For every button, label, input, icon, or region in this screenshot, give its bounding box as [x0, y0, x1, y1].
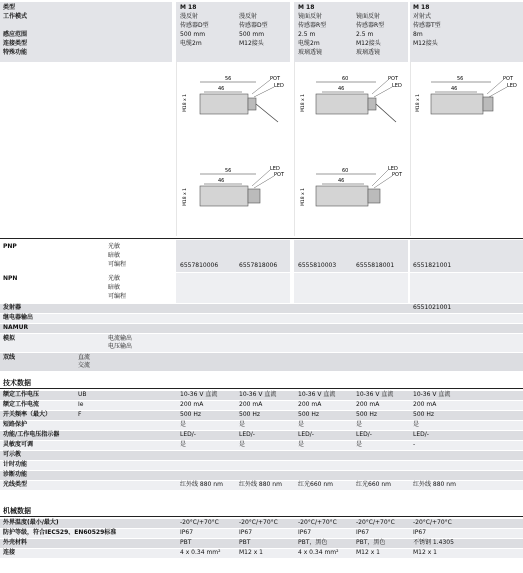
row-value: PBT — [239, 539, 251, 546]
col1-mode-a: 漫反射 — [180, 13, 199, 20]
pnp-dark: 暗敏 — [108, 252, 121, 259]
row-label: 外界温度(最小/最大) — [3, 519, 59, 526]
divider — [0, 388, 523, 389]
sensor-drawing-d-connector — [178, 162, 290, 232]
emitter-label: 发射器 — [3, 304, 22, 311]
table-row — [0, 471, 523, 480]
divider — [0, 238, 523, 239]
row-value: IP67 — [298, 529, 312, 536]
row-value: LED/- — [298, 431, 314, 438]
col3-conn: M12接头 — [413, 40, 438, 47]
col1-sub-b: 传感器D型 — [239, 22, 268, 29]
row-value: IP67 — [239, 529, 253, 536]
thread-label: M18 x 1 — [301, 188, 306, 206]
row-value: 红外线 880 nm — [239, 481, 282, 488]
col1-range-b: 500 mm — [239, 31, 265, 38]
row-value: PBT，黑色 — [298, 539, 328, 546]
row-value: 是 — [413, 421, 420, 428]
table-row — [0, 391, 523, 400]
col3-mode: 对射式 — [413, 13, 432, 20]
dualwire-ac: 交流 — [78, 362, 91, 369]
row-value: 500 Hz — [298, 411, 320, 418]
row-value: PBT，黑色 — [356, 539, 386, 546]
row-value: 红光660 nm — [298, 481, 334, 488]
row-value: 200 mA — [356, 401, 380, 408]
pot-label: POT — [270, 76, 281, 82]
dualwire-row — [0, 353, 523, 371]
table-row — [0, 461, 523, 470]
col2-mode-a: 镜面反射 — [298, 13, 323, 20]
relay-label: 继电器输出 — [3, 314, 34, 321]
row-value: 200 mA — [413, 401, 437, 408]
dim-56: 56 — [225, 168, 232, 174]
sensor-drawing-r-cable — [296, 70, 408, 138]
col1-mode-b: 漫反射 — [239, 13, 258, 20]
led-label: LED — [388, 166, 398, 172]
table-row — [0, 411, 523, 420]
col2-conn-a: 电缆2m — [298, 40, 320, 47]
col2-range-b: 2.5 m — [356, 31, 374, 38]
dim-46: 46 — [218, 86, 225, 92]
col1-conn-b: M12接头 — [239, 40, 264, 47]
col2-conn-b: M12接头 — [356, 40, 381, 47]
pnp-block — [0, 240, 523, 272]
row-value: 10-36 V 直流 — [298, 391, 336, 398]
header-band — [0, 2, 523, 62]
col1-sub-a: 传感器D型 — [180, 22, 209, 29]
row-label: 额定工作电压 — [3, 391, 40, 398]
analog-label: 模拟 — [3, 335, 16, 342]
dualwire-dc: 直流 — [78, 354, 91, 361]
row-value: IP67 — [356, 529, 370, 536]
row-value: 200 mA — [239, 401, 263, 408]
row-value: LED/- — [180, 431, 196, 438]
dim-46: 46 — [451, 86, 458, 92]
row-value: LED/- — [413, 431, 429, 438]
pnp-light: 光敏 — [108, 243, 121, 250]
row-value: 是 — [356, 421, 363, 428]
row-label: 开关频率（最大） — [3, 411, 52, 418]
row-value: 是 — [356, 441, 363, 448]
tech-title: 技术数据 — [3, 379, 31, 387]
row-value: 200 mA — [180, 401, 204, 408]
row-label: 计时功能 — [3, 461, 28, 468]
code-6555810003: 6555810003 — [298, 262, 337, 269]
table-row — [0, 431, 523, 440]
label-special: 特殊功能 — [3, 49, 28, 56]
dim-46: 46 — [338, 86, 345, 92]
row-value: - — [413, 441, 416, 448]
led-label: LED — [274, 83, 284, 89]
table-row — [0, 529, 523, 538]
analog-current: 电流输出 — [108, 335, 133, 342]
led-label: LED — [507, 83, 517, 89]
row-value: IP67 — [413, 529, 427, 536]
code-6551821001: 6551821001 — [413, 262, 452, 269]
row-label: 可示教 — [3, 451, 22, 458]
table-row — [0, 549, 523, 558]
table-row — [0, 401, 523, 410]
code-6555818001: 6555818001 — [356, 262, 395, 269]
analog-voltage: 电压输出 — [108, 343, 133, 350]
label-connection: 连接类型 — [3, 40, 28, 47]
mech-title: 机械数据 — [3, 507, 31, 515]
relay-row — [0, 314, 523, 323]
npn-prog: 可编程 — [108, 293, 127, 300]
row-value: -20°C/+70°C — [239, 519, 278, 526]
table-row — [0, 539, 523, 548]
row-value: 是 — [180, 421, 187, 428]
row-label: 防护等级，符合IEC529、EN60529标准 — [3, 529, 117, 536]
label-type: 类型 — [3, 4, 16, 11]
npn-block — [0, 273, 523, 303]
row-value: IP67 — [180, 529, 194, 536]
col2-mode-b: 镜面反射 — [356, 13, 381, 20]
col1-range-a: 500 mm — [180, 31, 206, 38]
row-value: 500 Hz — [413, 411, 435, 418]
col2-sub-b: 传感器R型 — [356, 22, 385, 29]
npn-label: NPN — [3, 275, 18, 282]
row-value: 是 — [298, 421, 305, 428]
row-value: M12 x 1 — [356, 549, 380, 556]
thread-label: M18 x 1 — [416, 94, 421, 112]
row-value: 10-36 V 直流 — [413, 391, 451, 398]
row-value: 红外线 880 nm — [180, 481, 223, 488]
col2-title: M 18 — [298, 4, 315, 11]
row-value: 是 — [298, 441, 305, 448]
col3-sub: 传感器T型 — [413, 22, 441, 29]
row-value: LED/- — [356, 431, 372, 438]
row-value: -20°C/+70°C — [180, 519, 219, 526]
col2-special-b: 玻璃透镜 — [356, 49, 381, 56]
col1-title: M 18 — [180, 4, 197, 11]
pnp-label: PNP — [3, 243, 17, 250]
table-row — [0, 441, 523, 450]
col3-title: M 18 — [413, 4, 430, 11]
pot-label: POT — [503, 76, 514, 82]
row-value: -20°C/+70°C — [356, 519, 395, 526]
col3-range: 8m — [413, 31, 423, 38]
dim-60: 60 — [342, 168, 349, 174]
dim-56: 56 — [457, 76, 464, 82]
row-value: 红光660 nm — [356, 481, 392, 488]
dim-60: 60 — [342, 76, 349, 82]
dualwire-label: 双线 — [3, 354, 16, 361]
analog-row — [0, 334, 523, 352]
row-value: 500 Hz — [239, 411, 261, 418]
row-value: 是 — [180, 441, 187, 448]
sensor-drawing-t-connector — [411, 70, 523, 138]
col2-sub-a: 传感器R型 — [298, 22, 327, 29]
thread-label: M18 x 1 — [183, 94, 188, 112]
row-value: 200 mA — [298, 401, 322, 408]
row-label: 外壳材料 — [3, 539, 28, 546]
row-label: 功能/工作电压指示器 — [3, 431, 60, 438]
npn-light: 光敏 — [108, 275, 121, 282]
row-value: PBT — [180, 539, 192, 546]
pnp-prog: 可编程 — [108, 261, 127, 268]
row-value: -20°C/+70°C — [413, 519, 452, 526]
code-6551021001: 6551021001 — [413, 304, 452, 311]
namur-row — [0, 324, 523, 333]
pot-label: POT — [274, 172, 285, 178]
row-value: 不锈钢 1.4305 — [413, 539, 454, 546]
row-value: 4 x 0.34 mm² — [180, 549, 221, 556]
row-value: M12 x 1 — [239, 549, 263, 556]
row-value: M12 x 1 — [413, 549, 437, 556]
dim-56: 56 — [225, 76, 232, 82]
col1-conn-a: 电缆2m — [180, 40, 202, 47]
row-value: 是 — [239, 441, 246, 448]
table-row — [0, 481, 523, 490]
emitter-row — [0, 304, 523, 313]
row-label: 短路保护 — [3, 421, 28, 428]
row-value: 4 x 0.34 mm² — [298, 549, 339, 556]
led-label: LED — [270, 166, 280, 172]
dim-46: 46 — [338, 178, 345, 184]
row-value: 是 — [239, 421, 246, 428]
code-6557818006: 6557818006 — [239, 262, 278, 269]
thread-label: M18 x 1 — [183, 188, 188, 206]
row-symbol: Ie — [78, 401, 84, 408]
divider — [0, 516, 523, 517]
drawings-area — [0, 62, 523, 236]
pot-label: POT — [392, 172, 403, 178]
row-label: 光线类型 — [3, 481, 28, 488]
pot-label: POT — [388, 76, 399, 82]
dim-46: 46 — [218, 178, 225, 184]
npn-dark: 暗敏 — [108, 284, 121, 291]
table-row — [0, 519, 523, 528]
row-symbol: F — [78, 411, 82, 418]
table-row — [0, 451, 523, 460]
row-value: 500 Hz — [356, 411, 378, 418]
namur-label: NAMUR — [3, 324, 29, 331]
row-value: 10-36 V 直流 — [180, 391, 218, 398]
row-value: -20°C/+70°C — [298, 519, 337, 526]
row-value: 红外线 880 nm — [413, 481, 456, 488]
row-symbol: UB — [78, 391, 87, 398]
row-value: 10-36 V 直流 — [356, 391, 394, 398]
led-label: LED — [392, 83, 402, 89]
table-row — [0, 421, 523, 430]
label-mode: 工作模式 — [3, 13, 28, 20]
sensor-drawing-d-cable — [178, 70, 290, 138]
row-value: 500 Hz — [180, 411, 202, 418]
row-label: 灵敏度可调 — [3, 441, 34, 448]
label-range: 感应范围 — [3, 31, 28, 38]
row-value: 10-36 V 直流 — [239, 391, 277, 398]
row-label: 额定工作电流 — [3, 401, 40, 408]
code-6557810006: 6557810006 — [180, 262, 219, 269]
col2-range-a: 2.5 m — [298, 31, 316, 38]
row-label: 诊断功能 — [3, 471, 28, 478]
thread-label: M18 x 1 — [301, 94, 306, 112]
sensor-drawing-r-connector — [296, 162, 408, 232]
row-label: 连接 — [3, 549, 16, 556]
col2-special-a: 玻璃透镜 — [298, 49, 323, 56]
row-value: LED/- — [239, 431, 255, 438]
